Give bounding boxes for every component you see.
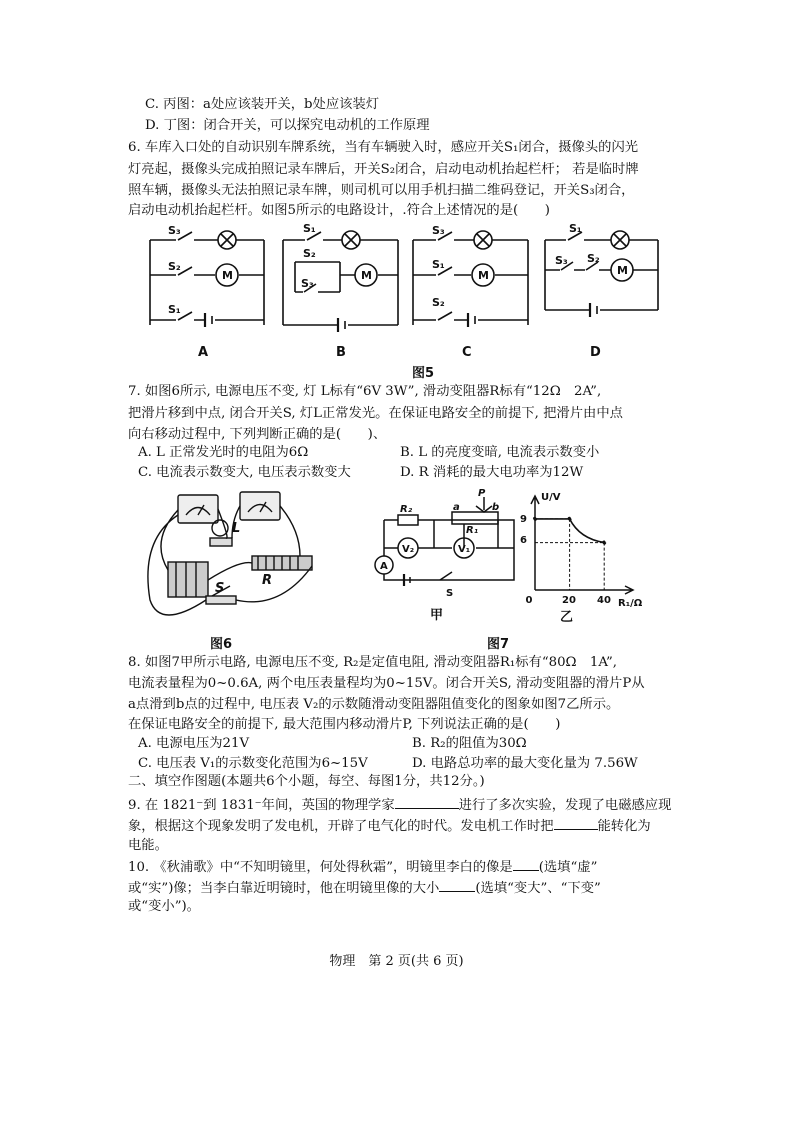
fig7-yi-label: 乙 [560,610,574,625]
q7-line2: 把滑片移到中点, 闭合开关S, 灯L正常发光。在保证电路安全的前提下, 把滑片由中点 [128,406,623,421]
q10-text-1a: 10. 《秋浦歌》中“不知明镜里，何处得秋霜”，明镜里李白的像是 [128,860,513,875]
graph-y-tick-6: 6 [520,535,527,546]
q8-option-a: A. 电源电压为21V [138,736,250,751]
label-s3: S₃ [555,254,568,267]
q10-text-2a: 或“实”)像；当李白靠近明镜时，他在明镜里像的大小 [128,881,440,896]
section2-heading: 二、填空作图题(本题共6个小题，每空、每图1分，共12分。) [128,774,485,789]
fig5-label-a: A [198,345,209,360]
q10-line1 [128,856,597,878]
label-s1: S₁ [569,222,582,235]
page-footer: 物理 第 2 页(共 6 页) [329,954,464,969]
label-s1: S₁ [432,258,445,271]
q10-text-2b: (选填“变大”、“下变” [475,881,601,896]
q9-line3: 电能。 [128,838,168,853]
rheostat-label: R [262,573,273,588]
fig5-label-d: D [590,345,601,360]
q9-blank-2[interactable] [554,815,598,830]
q9-blank-1[interactable] [395,794,459,809]
q9-line1 [128,794,671,816]
q9-text-2b: 能转化为 [597,819,651,834]
q9-line2 [128,815,651,837]
label-s2: S₂ [303,247,316,260]
slider-p-label: P [478,488,486,499]
graph-y-tick-9: 9 [520,514,527,525]
q10-blank-1[interactable] [513,856,539,871]
switch-s-label: S [446,588,454,599]
q8-option-d: D. 电路总功率的最大变化量为 7.56W [412,756,638,771]
graph-x-tick-40: 40 [597,595,611,606]
q8-option-b: B. R₂的阻值为30Ω [412,736,527,751]
q7-option-a: A. L 正常发光时的电阻为6Ω [138,445,309,460]
q9-text-2a: 象，根据这个现象发明了发电机，开辟了电气化的时代。发电机工作时把 [128,819,554,834]
fig5-label-b: B [336,345,346,360]
q6-line1: 6. 车库入口处的自动识别车牌系统，当有车辆驶入时，感应开关S₁闭合，摄像头的闪光 [128,140,639,155]
ammeter-label: A [380,561,388,572]
q10-line2 [128,877,601,899]
v2-label: V₂ [402,544,415,555]
fig7-jia-label: 甲 [430,608,444,623]
q7-line1: 7. 如图6所示, 电源电压不变, 灯 L标有“6V 3W”, 滑动变阻器R标有“12Ω 2A”, [128,384,602,399]
q7-option-c: C. 电流表示数变大, 电压表示数变大 [138,465,351,480]
label-s1: S₁ [168,303,181,316]
label-s2: S₂ [168,260,181,273]
q8-line2: 电流表量程为0~0.6A, 两个电压表量程均为0~15V。闭合开关S, 滑动变阻器的滑片P从 [128,676,645,691]
fig7-caption: 图7 [487,637,510,652]
q6-line4: 启动电动机抬起栏杆。如图5所示的电路设计，.符合上述情况的是( ) [128,203,550,218]
q8-option-c: C. 电压表 V₁的示数变化范围为6~15V [138,756,368,771]
q10-text-1b: (选填“虚” [538,860,598,875]
label-s3: S₃ [301,277,314,290]
fig5-label-c: C [462,345,472,360]
circuit-d [545,231,658,317]
q9-text-1a: 9. 在 1821⁻到 1831⁻年间，英国的物理学家 [128,798,395,813]
v1-label: V₁ [458,544,471,555]
figure7-graph [0,485,793,625]
r2-label: R₂ [400,504,413,515]
label-s1: S₁ [303,222,316,235]
q7-line3: 向右移动过程中, 下列判断正确的是( )、 [128,427,387,442]
q5-option-c: C. 丙图：a处应该装开关，b处应该装灯 [145,97,380,112]
motor-label: M [361,269,372,282]
q8-line3: a点滑到b点的过程中, 电压表 V₂的示数随滑动变阻器阻值变化的图象如图7乙所示。 [128,697,620,712]
motor-label: M [617,264,628,277]
q7-option-d: D. R 消耗的最大电功率为12W [400,465,584,480]
q6-line3: 照车辆，摄像头无法拍照记录车牌，则司机可以用手机扫描二维码登记，开关S₃闭合， [128,183,635,198]
fig6-caption: 图6 [210,637,233,652]
q7-option-b: B. L 的亮度变暗, 电流表示数变小 [400,445,600,460]
q10-blank-2[interactable] [439,877,475,892]
motor-label: M [478,269,489,282]
point-a-label: a [453,502,460,513]
q6-line2: 灯亮起，摄像头完成拍照记录车牌后，开关S₂闭合，启动电动机抬起栏杆； 若是临时牌 [128,162,639,177]
q8-line4: 在保证电路安全的前提下, 最大范围内移动滑片P, 下列说法正确的是( ) [128,717,561,732]
q8-line1: 8. 如图7甲所示电路, 电源电压不变, R₂是定值电阻, 滑动变阻器R₁标有“80Ω 1A”, [128,655,618,670]
graph-ylabel: U/V [541,492,561,503]
switch-label: S [215,581,225,596]
motor-label: M [222,269,233,282]
label-s2: S₂ [587,252,600,265]
circuit-c [413,231,528,327]
label-s3: S₃ [168,224,181,237]
graph-x-tick-20: 20 [562,595,576,606]
fig5-caption: 图5 [412,366,435,381]
label-s3: S₃ [432,224,445,237]
label-s2: S₂ [432,296,445,309]
graph-x-tick-0: 0 [525,595,533,606]
q5-option-d: D. 丁图：闭合开关，可以探究电动机的工作原理 [145,118,430,133]
point-b-label: b [492,502,500,513]
q9-text-1b: 进行了多次实验，发现了电磁感应现 [458,798,672,813]
graph-xlabel: R₁/Ω [618,598,643,609]
q10-line3: 或“变小”)。 [128,899,200,914]
lamp-label: L [232,521,241,536]
r1-label: R₁ [466,525,479,536]
figure5-circuits [0,215,793,375]
